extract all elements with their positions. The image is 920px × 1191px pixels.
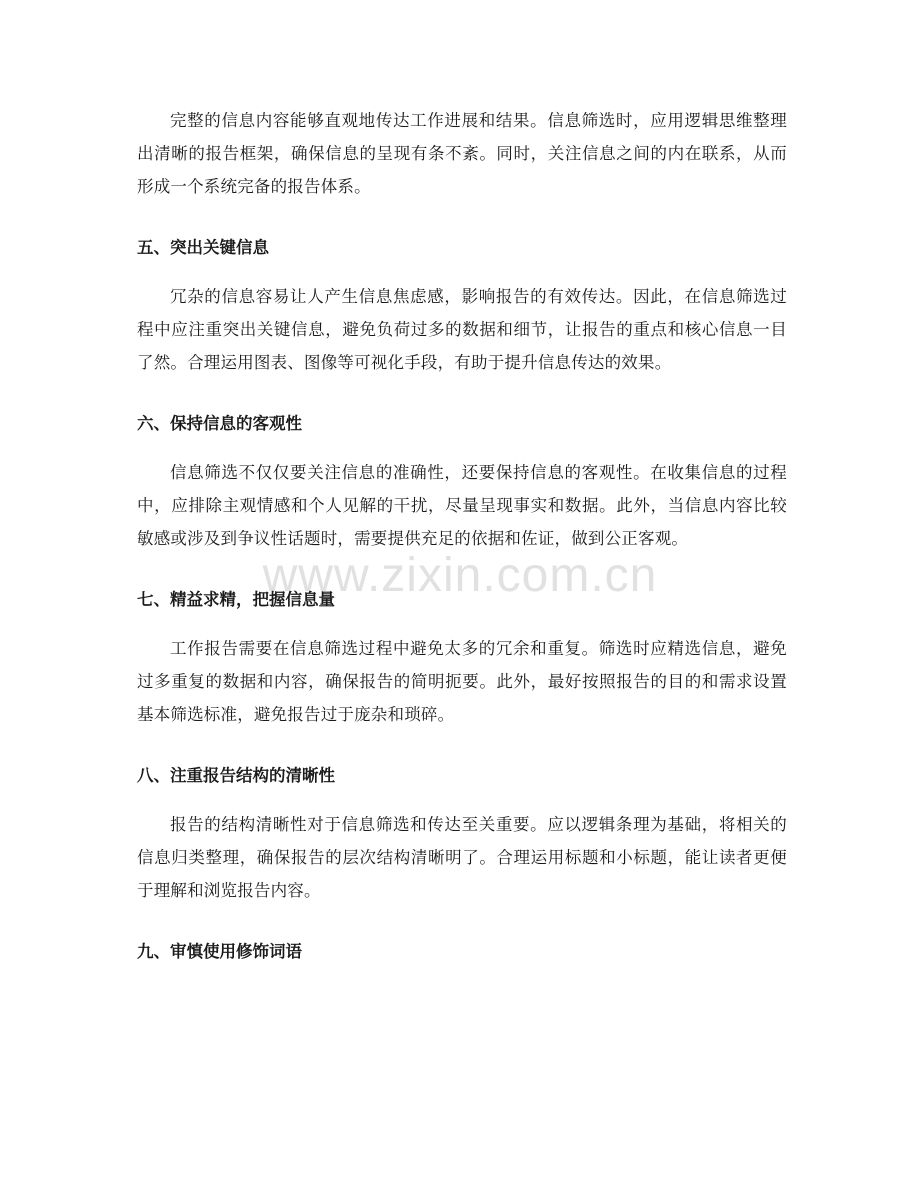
- intro-paragraph: 完整的信息内容能够直观地传达工作进展和结果。信息筛选时，应用逻辑思维整理出清晰的报告框架，确保信息的呈现有条不紊。同时，关注信息之间的内在联系，从而形成一个系统完备的报告体系。: [137, 111, 787, 196]
- section-heading-7: 七、精益求精，把握信息量: [137, 590, 335, 609]
- section-paragraph-7: 工作报告需要在信息筛选过程中避免太多的冗余和重复。筛选时应精选信息，避免过多重复的数据和内容，确保报告的简明扼要。此外，最好按照报告的目的和需求设置基本筛选标准，避免报告过于庞杂和琐碎。: [137, 639, 787, 724]
- section-heading-6: 六、保持信息的客观性: [137, 414, 302, 433]
- watermark: www.zixin.com.cn: [262, 549, 658, 602]
- section-heading-5: 五、突出关键信息: [137, 238, 269, 257]
- section-heading-8: 八、注重报告结构的清晰性: [137, 766, 335, 785]
- document-body: [137, 104, 787, 968]
- section-paragraph-8: 报告的结构清晰性对于信息筛选和传达至关重要。应以逻辑条理为基础，将相关的信息归类整理，确保报告的层次结构清晰明了。合理运用标题和小标题，能让读者更便于理解和浏览报告内容。: [137, 815, 787, 900]
- section-paragraph-5: 冗杂的信息容易让人产生信息焦虑感，影响报告的有效传达。因此，在信息筛选过程中应注重突出关键信息，避免负荷过多的数据和细节，让报告的重点和核心信息一目了然。合理运用图表、图像等可视化手段，有助于提升信息传达的效果。: [137, 287, 787, 372]
- section-heading-9: 九、审慎使用修饰词语: [137, 942, 302, 961]
- section-paragraph-6: 信息筛选不仅仅要关注信息的准确性，还要保持信息的客观性。在收集信息的过程中，应排除主观情感和个人见解的干扰，尽量呈现事实和数据。此外，当信息内容比较敏感或涉及到争议性话题时，需要提供充足的依据和佐证，做到公正客观。: [137, 463, 787, 548]
